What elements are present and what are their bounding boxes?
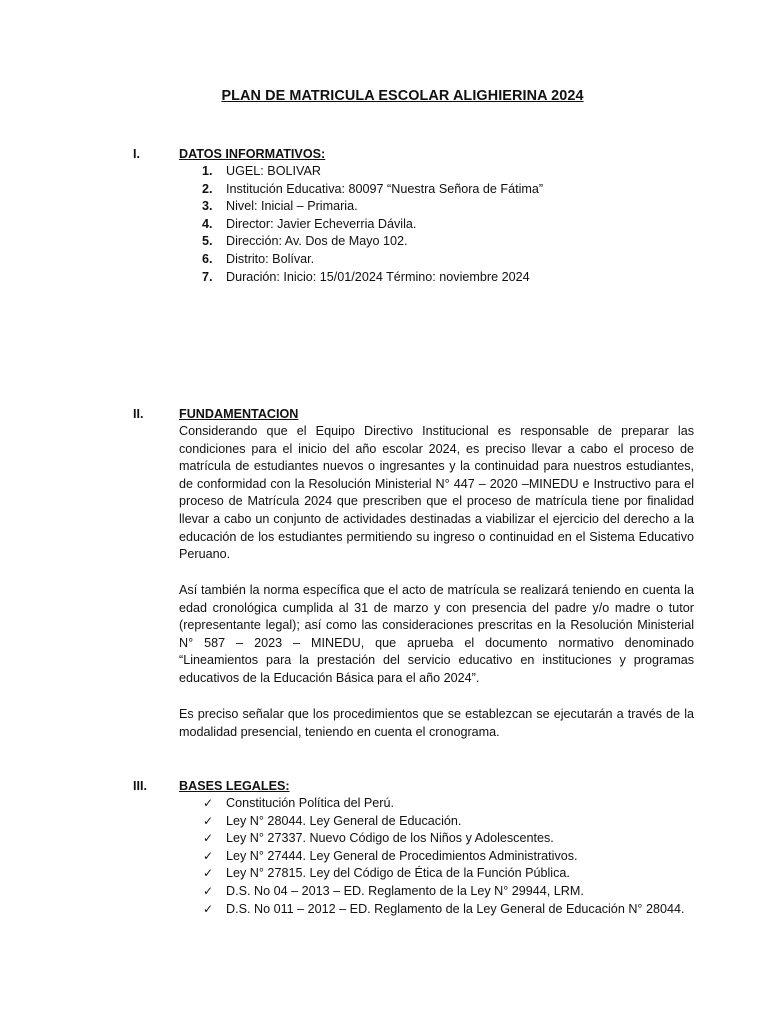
item-text: Ley N° 27815. Ley del Código de Ética de la Función Pública.: [226, 866, 570, 881]
checkmark-icon: ✓: [203, 848, 214, 863]
item-text: Ley N° 27337. Nuevo Código de los Niños y Adolescentes.: [226, 831, 554, 846]
section-number: III.: [133, 779, 147, 793]
item-number: 1.: [202, 164, 213, 178]
item-number: 4.: [202, 216, 213, 231]
item-text: Duración: Inicio: 15/01/2024 Término: noviembre 2024: [226, 269, 530, 284]
item-text: Ley N° 28044. Ley General de Educación.: [226, 813, 462, 828]
document-title: PLAN DE MATRICULA ESCOLAR ALIGHIERINA 2024: [221, 88, 584, 104]
item-text: D.S. No 04 – 2013 – ED. Reglamento de la Ley N° 29944, LRM.: [226, 883, 584, 898]
item-text: Dirección: Av. Dos de Mayo 102.: [226, 234, 408, 249]
item-number: 5.: [202, 234, 213, 249]
section-number: II.: [133, 407, 144, 421]
item-text: Distrito: Bolívar.: [226, 251, 315, 266]
item-text: Constitución Política del Perú.: [226, 796, 395, 810]
item-number: 6.: [202, 251, 213, 266]
item-number: 7.: [202, 269, 213, 284]
section-number: I.: [133, 147, 140, 161]
section-heading: BASES LEGALES:: [179, 779, 290, 793]
checkmark-icon: ✓: [203, 813, 214, 828]
fundamentacion-paragraph-3: Es preciso señalar que los procedimientos que se establezcan se ejecutarán a través de la modalidad presencial, teniendo en cuenta el cronograma.: [179, 707, 694, 739]
item-text: D.S. No 011 – 2012 – ED. Reglamento de la Ley General de Educación N° 28044.: [226, 901, 685, 916]
section-heading: FUNDAMENTACION: [179, 407, 299, 421]
item-text: Nivel: Inicial – Primaria.: [226, 199, 358, 214]
checkmark-icon: ✓: [203, 866, 214, 881]
section-heading: DATOS INFORMATIVOS:: [179, 147, 326, 161]
checkmark-icon: ✓: [203, 831, 214, 846]
fundamentacion-paragraph-1: Considerando que el Equipo Directivo Institucional es responsable de preparar las condiciones para el inicio del año escolar 2024, es preciso llevar a cabo el proceso de matrícula de estudiantes nuevos o ingresantes y la continuidad para nuestros estudiantes, de conformidad con la Resolución Ministerial N° 447 – 2020 –MINEDU e Instructivo para el proceso de Matrícula 2024 que prescriben que el proceso de matrícula tiene por finalidad llevar a cabo un conjunto de actividades destinadas a viabilizar el ejercicio del derecho a la educación de los estudiantes permitiendo su ingreso o continuidad en el Sistema Educativo Peruano.: [179, 424, 694, 562]
item-text: Director: Javier Echeverria Dávila.: [226, 216, 417, 231]
item-number: 3.: [202, 199, 213, 214]
item-number: 2.: [202, 181, 213, 196]
checkmark-icon: ✓: [203, 901, 214, 916]
item-text: Institución Educativa: 80097 “Nuestra Señora de Fátima”: [226, 181, 544, 196]
item-text: Ley N° 27444. Ley General de Procedimientos Administrativos.: [226, 848, 578, 863]
item-text: UGEL: BOLIVAR: [226, 164, 321, 178]
fundamentacion-paragraph-2: Así también la norma específica que el acto de matrícula se realizará teniendo en cuenta la edad cronológica cumplida al 31 de marzo y con presencia del padre y/o madre o tutor (representante legal); así como las consideraciones prescritas en la Resolución Ministerial N° 587 – 2023 – MINEDU, que aprueba el documento normativo denominado “Lineamientos para la prestación del servicio educativo en instituciones y programas educativos de la Educación Básica para el año 2024”.: [179, 583, 694, 685]
checkmark-icon: ✓: [203, 796, 214, 810]
checkmark-icon: ✓: [203, 883, 214, 898]
